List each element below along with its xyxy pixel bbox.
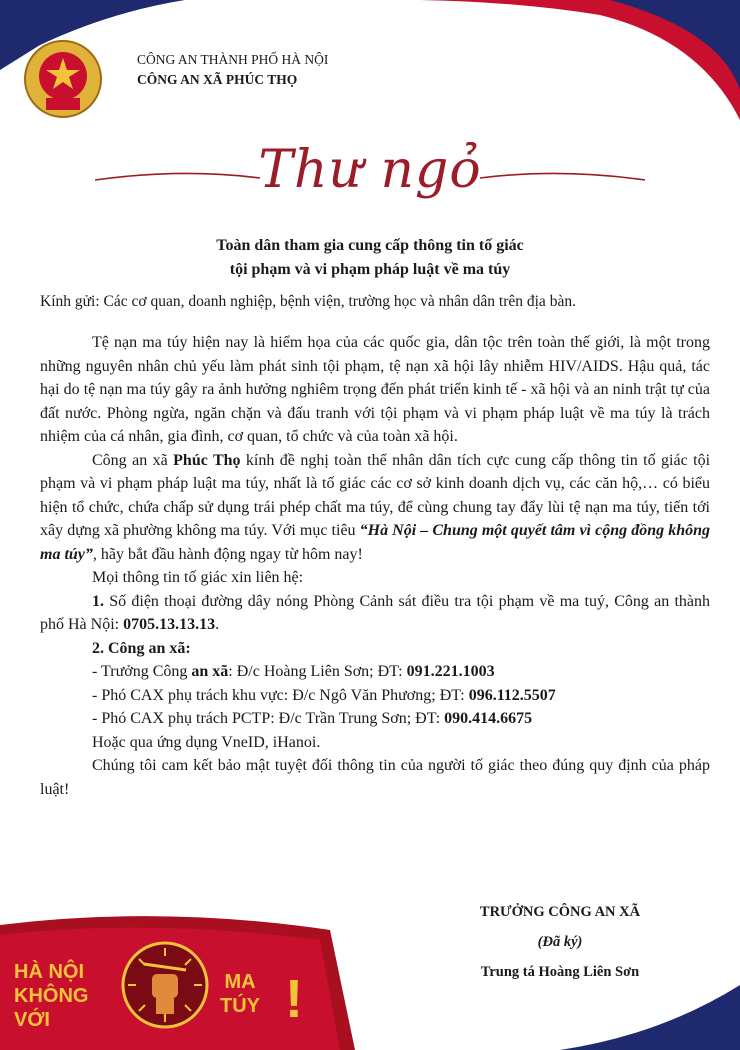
c1-text-a: - Trưởng Công <box>92 663 192 680</box>
c2-text: - Phó CAX phụ trách khu vực: Đ/c Ngô Văn Phương; ĐT: <box>92 686 469 704</box>
subtitle-line-2: tội phạm và vi phạm pháp luật về ma túy <box>229 261 511 278</box>
letter-body <box>40 331 710 801</box>
signer-role: TRƯỞNG CÔNG AN XÃ <box>479 904 641 920</box>
signer-name: Trung tá Hoàng Liên Sơn <box>480 964 640 980</box>
c3-phone: 090.414.6675 <box>444 710 533 727</box>
city-police-label: CÔNG AN THÀNH PHỐ HÀ NỘI <box>137 52 329 67</box>
item2-title: 2. Công an xã: <box>92 639 191 657</box>
p2-slogan: “Hà Nội – Chung một quyết tâm vì cộng đồng không ma túy” <box>40 522 710 563</box>
p2-commune-name: Phúc Thọ <box>173 451 241 469</box>
contact-item-1 <box>40 590 710 637</box>
paragraph-1: Tệ nạn ma túy hiện nay là hiểm họa của các quốc gia, dân tộc trên toàn thế giới, là một trong những nguyên nhân chủ yếu làm phát sinh tội phạm, tệ nạn xã hội lây nhiễm HIV/AIDS. Hậu quả, tác hại do tệ nạn ma túy gây ra ảnh hưởng nghiêm trọng đến phát triển kinh tế - xã hội và an ninh trật tự của đất nước. Phòng ngừa, ngăn chặn và đấu tranh với tội phạm và vi phạm pháp luật về ma túy là trách nhiệm của cá nhân, gia đình, cơ quan, tổ chức và của toàn xã hội. <box>40 334 710 445</box>
subtitle-line-1: Toàn dân tham gia cung cấp thông tin tố giác <box>216 237 524 254</box>
letter-title-block <box>0 140 740 220</box>
contact-deputy-pctp <box>40 707 710 731</box>
commune-police-label: CÔNG AN XÃ PHÚC THỌ <box>137 72 298 87</box>
c3-text: - Phó CAX phụ trách PCTP: Đ/c Trần Trung Sơn; ĐT: <box>92 710 445 727</box>
letter-subtitle <box>0 234 740 282</box>
c1-text-c: : Đ/c Hoàng Liên Sơn; ĐT: <box>228 663 407 680</box>
app-contact-line: Hoặc qua ứng dụng VneID, iHanoi. <box>92 733 321 751</box>
banner-slogan-left <box>14 960 88 1032</box>
item1-phone: 0705.13.13.13 <box>123 616 216 633</box>
item1-end: . <box>215 616 220 633</box>
signed-note: (Đã ký) <box>537 934 583 950</box>
banner-exclamation: ! <box>285 969 303 1029</box>
banner-left-line-1: HÀ NỘI <box>14 961 84 983</box>
p2-text-a: Công an xã <box>92 451 174 469</box>
letter-title: Thư ngỏ <box>258 140 482 200</box>
contact-chief <box>40 660 710 684</box>
banner-left-line-3: VỚI <box>14 1009 50 1031</box>
anti-drug-fist-icon <box>120 940 210 1030</box>
banner-left-line-2: KHÔNG <box>14 985 89 1007</box>
c1-text-b: an xã <box>191 663 229 680</box>
greeting: Kính gửi: Các cơ quan, doanh nghiệp, bệnh viện, trường học và nhân dân trên địa bàn. <box>40 293 576 310</box>
p2-text-d: , hãy bắt đầu hành động ngay từ hôm nay! <box>92 545 363 563</box>
banner-right-line-1: MA <box>224 971 256 993</box>
c2-phone: 096.112.5507 <box>468 686 556 704</box>
banner-right-line-2: TÚY <box>220 995 260 1017</box>
contact-deputy-area <box>40 684 710 708</box>
paragraph-2 <box>40 449 710 567</box>
c1-phone: 091.221.1003 <box>406 663 495 680</box>
contact-item-2-title <box>40 637 710 661</box>
signature-block <box>430 897 690 987</box>
police-emblem-logo <box>22 38 104 120</box>
item1-number: 1. <box>92 592 104 610</box>
banner-slogan-right <box>220 970 260 1018</box>
p2-text-c: kính đề nghị toàn thể nhân dân tích cực cung cấp thông tin tố giác tội phạm và vi phạm pháp luật ma túy, nhất là tố giác các cơ sở kinh doanh dịch vụ, các căn hộ,… có biểu hiện tổ chức, chứa chấp sử dụng trái phép chất ma túy, để cùng chung tay đẩy lùi tệ nạn ma túy, tiến tới xây dựng xã phường không ma túy. Với mục tiêu <box>40 451 711 539</box>
contact-intro: Mọi thông tin tố giác xin liên hệ: <box>92 569 304 586</box>
item1-text: Số điện thoại đường dây nóng Phòng Cảnh sát điều tra tội phạm về ma tuý, Công an thành phố Hà Nội: <box>40 592 710 633</box>
closing-statement: Chúng tôi cam kết bảo mật tuyệt đối thông tin của người tố giác theo đúng quy định của pháp luật! <box>40 757 710 798</box>
issuing-agency <box>137 50 328 90</box>
